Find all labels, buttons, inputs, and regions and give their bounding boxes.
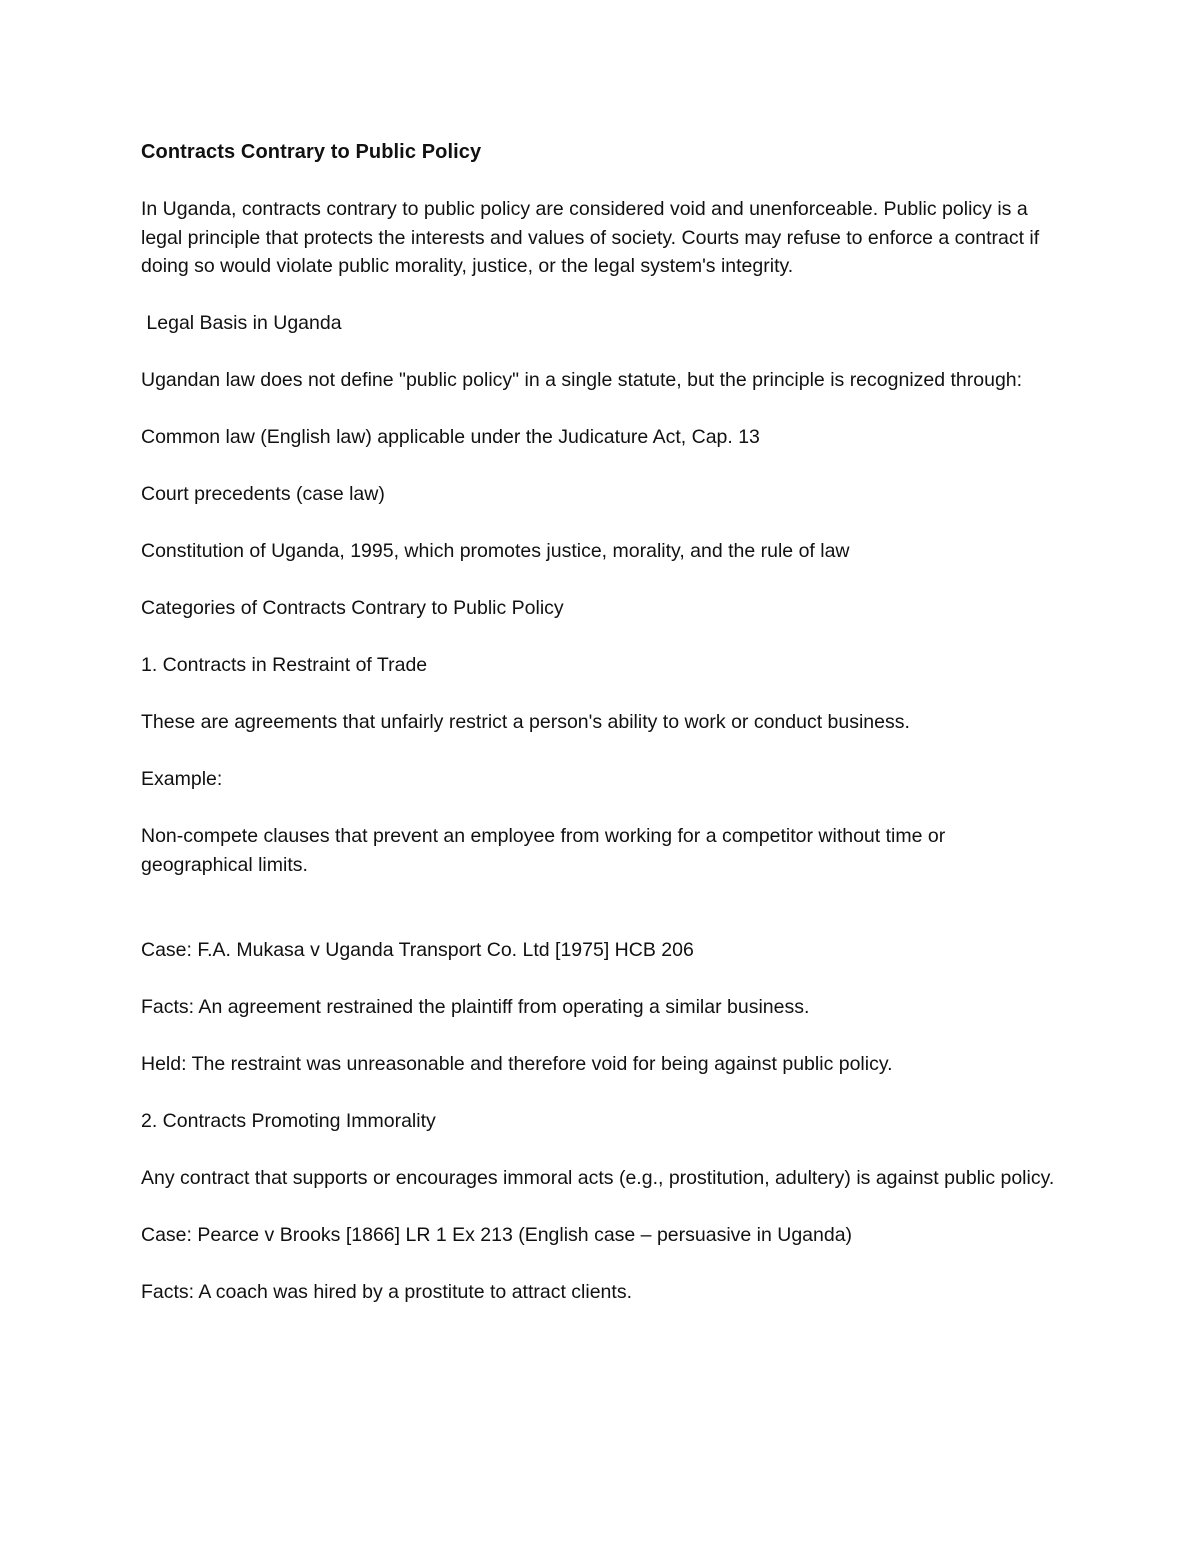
legal-basis-item-precedents: Court precedents (case law): [141, 483, 385, 505]
case-pearce: Case: Pearce v Brooks [1866] LR 1 Ex 213 (English case – persuasive in Uganda): [141, 1224, 853, 1246]
section-heading-categories: Categories of Contracts Contrary to Public Policy: [141, 597, 564, 619]
example-label: Example:: [141, 768, 223, 790]
document-title: Contracts Contrary to Public Policy: [141, 141, 482, 163]
legal-basis-item-constitution: Constitution of Uganda, 1995, which promotes justice, morality, and the rule of law: [141, 540, 850, 562]
section-heading-legal-basis: Legal Basis in Uganda: [141, 312, 342, 334]
legal-basis-paragraph: Ugandan law does not define "public policy" in a single statute, but the principle is recognized through:: [141, 369, 1023, 391]
category-heading-restraint-of-trade: 1. Contracts in Restraint of Trade: [141, 654, 428, 676]
case-pearce-facts: Facts: A coach was hired by a prostitute to attract clients.: [141, 1281, 632, 1303]
category-heading-immorality: 2. Contracts Promoting Immorality: [141, 1110, 436, 1132]
legal-basis-item-common-law: Common law (English law) applicable under the Judicature Act, Cap. 13: [141, 426, 760, 448]
case-mukasa-facts: Facts: An agreement restrained the plaintiff from operating a similar business.: [141, 996, 810, 1018]
intro-paragraph: In Uganda, contracts contrary to public policy are considered void and unenforceable. Public policy is a legal principle that protects the interests and values of society. Courts may refuse to enforce a contract if doing so would violate public morality, justice, or the legal system's integrity.: [141, 198, 1045, 277]
example-paragraph: Non-compete clauses that prevent an employee from working for a competitor without time or geographical limits.: [141, 825, 951, 876]
case-mukasa-held: Held: The restraint was unreasonable and therefore void for being against public policy.: [141, 1053, 893, 1075]
case-mukasa: Case: F.A. Mukasa v Uganda Transport Co. Ltd [1975] HCB 206: [141, 939, 694, 961]
immorality-description: Any contract that supports or encourages immoral acts (e.g., prostitution, adultery) is against public policy.: [141, 1167, 1055, 1189]
document-page: [141, 138, 1061, 1335]
restraint-description: These are agreements that unfairly restrict a person's ability to work or conduct business.: [141, 711, 910, 733]
